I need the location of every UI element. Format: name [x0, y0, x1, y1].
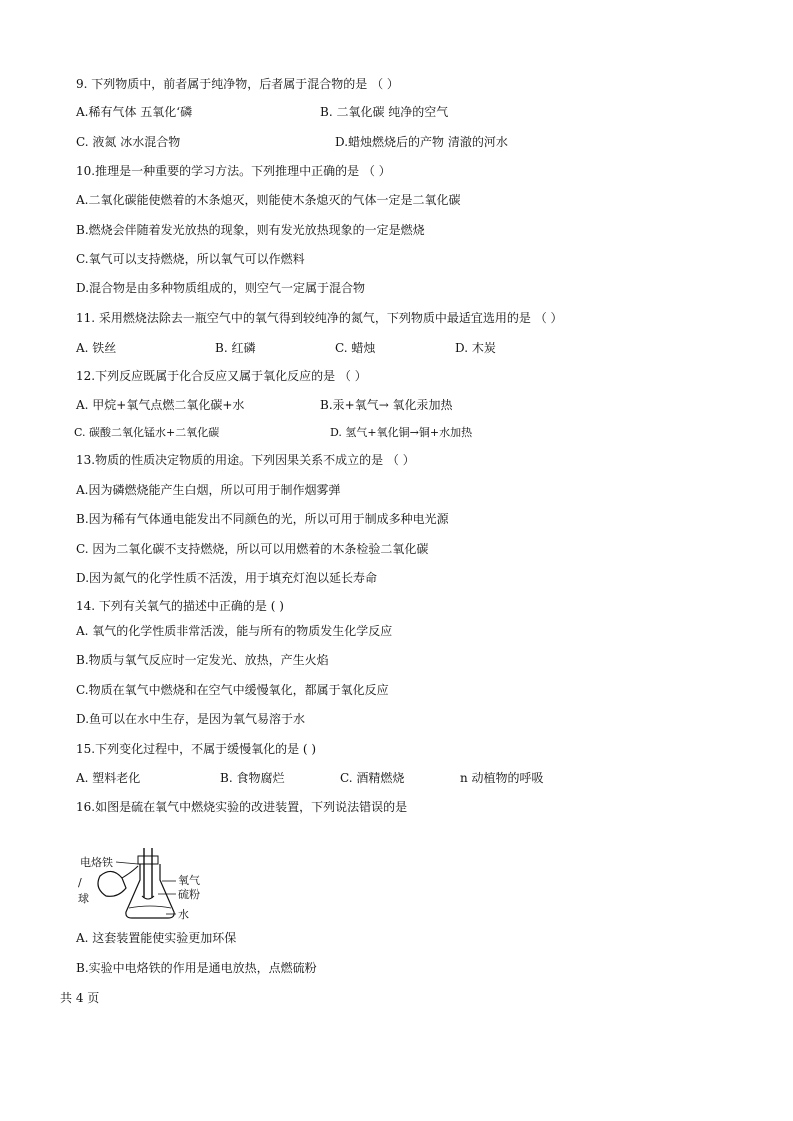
q14-option-c: C.物质在氧气中燃烧和在空气中缓慢氧化，都属于氧化反应	[76, 683, 389, 697]
q12-stem: 12.下列反应既属于化合反应又属于氧化反应的是 （ ）	[76, 369, 367, 383]
q13-option-c: C. 因为二氧化碳不支持燃烧，所以可以用燃着的木条检验二氧化碳	[76, 542, 429, 556]
q10-option-d: D.混合物是由多种物质组成的，则空气一定属于混合物	[76, 281, 366, 295]
q13-stem: 13.物质的性质决定物质的用途。下列因果关系不成立的是 （ ）	[76, 453, 415, 467]
q11-option-a: A. 铁丝	[76, 341, 117, 355]
q10-stem: 10.推理是一种重要的学习方法。下列推理中正确的是 （ ）	[76, 164, 391, 178]
q10-option-b: B.燃烧会伴随着发光放热的现象，则有发光放热现象的一定是燃烧	[76, 223, 425, 237]
q9-option-d: D.蜡烛燃烧后的产物 清澈的河水	[335, 135, 508, 149]
q16-option-b: B.实验中电烙铁的作用是通电放热，点燃硫粉	[76, 961, 317, 975]
q13-option-a: A.因为磷燃烧能产生白烟，所以可用于制作烟雾弹	[76, 483, 341, 497]
q16-option-a: A. 这套装置能使实验更加环保	[76, 931, 237, 945]
q9-option-c: C. 液氮 冰水混合物	[76, 135, 181, 149]
q13-option-d: D.因为氮气的化学性质不活泼，用于填充灯泡以延长寿命	[76, 571, 378, 585]
figure-label-oxygen: 氧气	[178, 874, 200, 887]
q14-option-b: B.物质与氧气反应时一定发光、放热，产生火焰	[76, 653, 329, 667]
q11-option-d: D. 木炭	[455, 341, 496, 355]
page-footer: 共 4 页	[60, 991, 100, 1005]
q14-option-a: A. 氧气的化学性质非常活泼，能与所有的物质发生化学反应	[76, 624, 393, 638]
q12-option-b: B.汞+氧气→ 氧化汞加热	[320, 398, 453, 412]
q9-option-b: B. 二氧化碳 纯净的空气	[320, 105, 449, 119]
q15-option-a: A. 塑料老化	[76, 771, 141, 785]
q9-option-a: A.稀有气体 五氧化‘磷	[76, 105, 193, 119]
q15-stem: 15.下列变化过程中，不属于缓慢氧化的是 ( )	[76, 742, 317, 756]
q10-option-c: C.氧气可以支持燃烧，所以氧气可以作燃料	[76, 252, 305, 266]
q15-option-b: B. 食物腐烂	[220, 771, 285, 785]
figure-label-water: 水	[178, 908, 189, 921]
q10-option-a: A.二氧化碳能使燃着的木条熄灭，则能使木条熄灭的气体一定是二氧化碳	[76, 193, 461, 207]
q14-stem: 14. 下列有关氧气的描述中正确的是 ( )	[76, 599, 284, 613]
q11-option-b: B. 红磷	[215, 341, 256, 355]
figure-label-sulfur: 硫粉	[178, 888, 200, 901]
q12-option-a: A. 甲烷+氧气点燃二氧化碳+水	[76, 398, 245, 412]
q11-stem: 11. 采用燃烧法除去一瓶空气中的氧气得到较纯净的氮气，下列物质中最适宜选用的是 （ ）	[76, 311, 563, 325]
q9-stem: 9. 下列物质中，前者属于纯净物，后者属于混合物的是 （ ）	[76, 77, 399, 91]
q15-option-c: C. 酒精燃烧	[340, 771, 405, 785]
q15-option-d: n 动植物的呼吸	[460, 771, 544, 785]
figure-label-bulb: 球	[78, 892, 89, 905]
q14-option-d: D.鱼可以在水中生存，是因为氧气易溶于水	[76, 712, 306, 726]
figure-label-bulb-mark: /	[78, 876, 82, 889]
q13-option-b: B.因为稀有气体通电能发出不同颜色的光，所以可用于制成多种电光源	[76, 512, 449, 526]
figure-label-electric-iron: 电烙铁	[80, 856, 113, 869]
q16-stem: 16.如图是硫在氧气中燃烧实验的改进装置，下列说法错误的是	[76, 800, 408, 814]
q11-option-c: C. 蜡烛	[335, 341, 376, 355]
q12-option-d: D. 氢气+氧化铜→铜+水加热	[330, 426, 473, 439]
q12-option-c: C. 碳酸二氧化锰水+二氧化碳	[74, 426, 220, 439]
sulfur-combustion-apparatus-figure	[76, 826, 226, 926]
